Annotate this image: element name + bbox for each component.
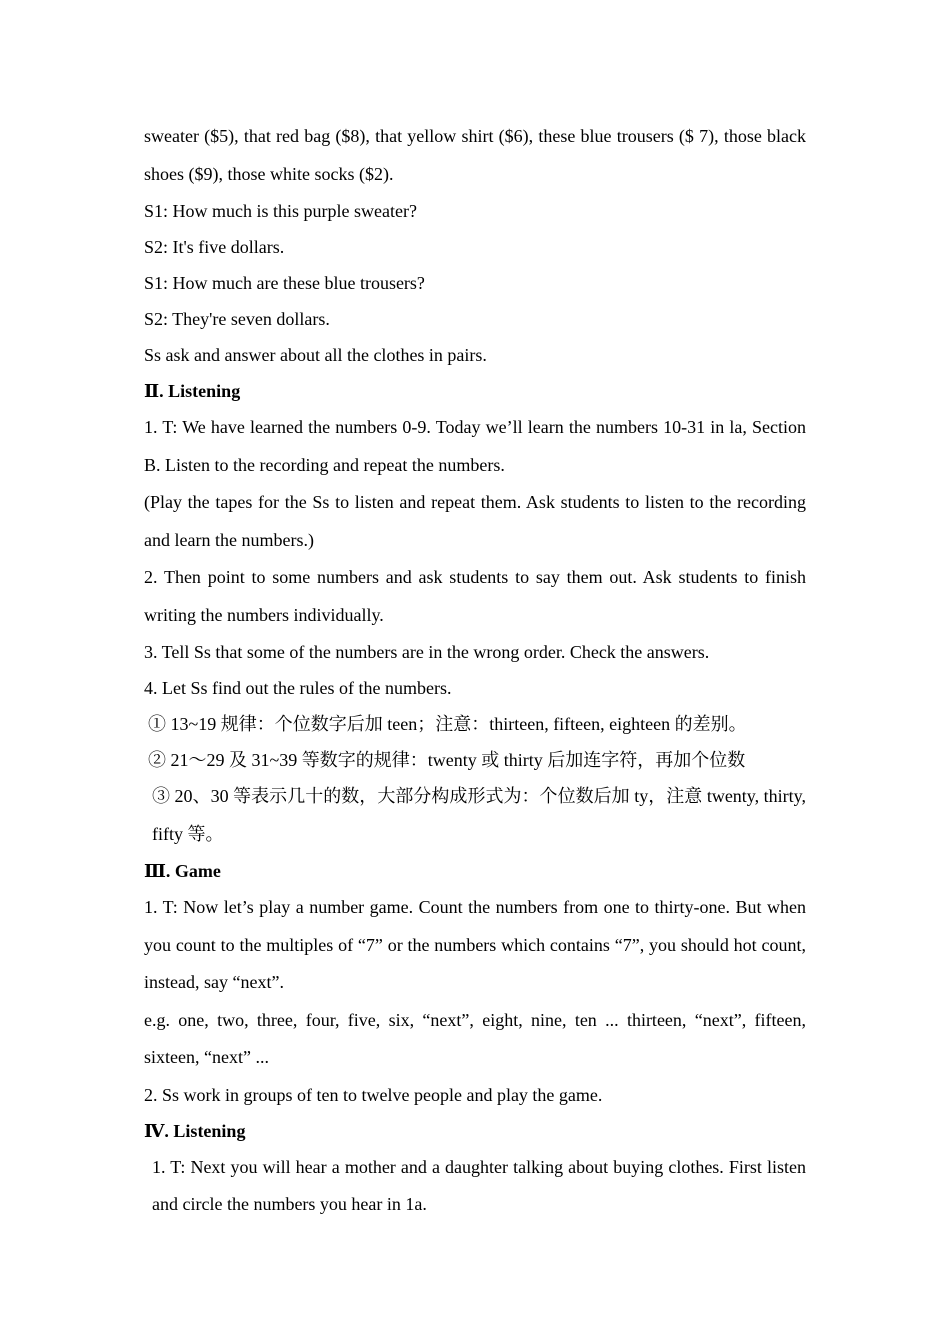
game-step-1: 1. T: Now let’s play a number game. Count the numbers from one to thirty-one. But when you count to the multiples of “7” or the numbers which contains “7”, you should hot count, instead, say “next”. (144, 897, 806, 992)
paragraph-clothes-prices: sweater ($5), that red bag ($8), that yellow shirt ($6), these blue trousers ($ 7), those black shoes ($9), those white socks ($2). (144, 126, 806, 184)
listening-2-step-1: 1. T: Next you will hear a mother and a daughter talking about buying clothes. First listen and circle the numbers you hear in 1a. (152, 1156, 806, 1214)
document-page (144, 118, 806, 1224)
number-rule-2: ② 21～29 及 31~39 等数字的规律：twenty 或 thirty 后加连字符，再加个位数 (148, 750, 746, 770)
game-step-2: 2. Ss work in groups of ten to twelve people and play the game. (144, 1084, 603, 1105)
listening-step-4: 4. Let Ss find out the rules of the numbers. (144, 678, 452, 698)
section-heading-game: Ⅲ. Game (144, 861, 221, 881)
dialogue-line-s1-sweater: S1: How much is this purple sweater? (144, 201, 417, 221)
pairwork-instruction: Ss ask and answer about all the clothes in pairs. (144, 345, 487, 365)
dialogue-line-s2-seven-dollars: S2: They're seven dollars. (144, 309, 330, 329)
number-rule-3: ③ 20、30 等表示几十的数，大部分构成形式为：个位数后加 ty，注意 twenty, thirty, fifty 等。 (152, 786, 806, 844)
listening-step-1: 1. T: We have learned the numbers 0-9. Today we’ll learn the numbers 10-31 in la, Section B. Listen to the recording and repeat the numbers. (144, 417, 806, 475)
listening-note: (Play the tapes for the Ss to listen and repeat them. Ask students to listen to the recording and learn the numbers.) (144, 492, 806, 550)
dialogue-line-s1-trousers: S1: How much are these blue trousers? (144, 273, 425, 293)
dialogue-line-s2-five-dollars: S2: It's five dollars. (144, 237, 285, 257)
number-rule-1: ① 13~19 规律：个位数字后加 teen；注意：thirteen, fifteen, eighteen 的差别。 (148, 714, 747, 734)
section-heading-listening: Ⅱ. Listening (144, 381, 241, 401)
listening-step-2: 2. Then point to some numbers and ask students to say them out. Ask students to finish writing the numbers individually. (144, 567, 806, 625)
game-example: e.g. one, two, three, four, five, six, “next”, eight, nine, ten ... thirteen, “next”, fifteen, sixteen, “next” ... (144, 1009, 806, 1067)
listening-step-3: 3. Tell Ss that some of the numbers are in the wrong order. Check the answers. (144, 642, 710, 662)
section-heading-listening-2: Ⅳ. Listening (144, 1120, 246, 1141)
